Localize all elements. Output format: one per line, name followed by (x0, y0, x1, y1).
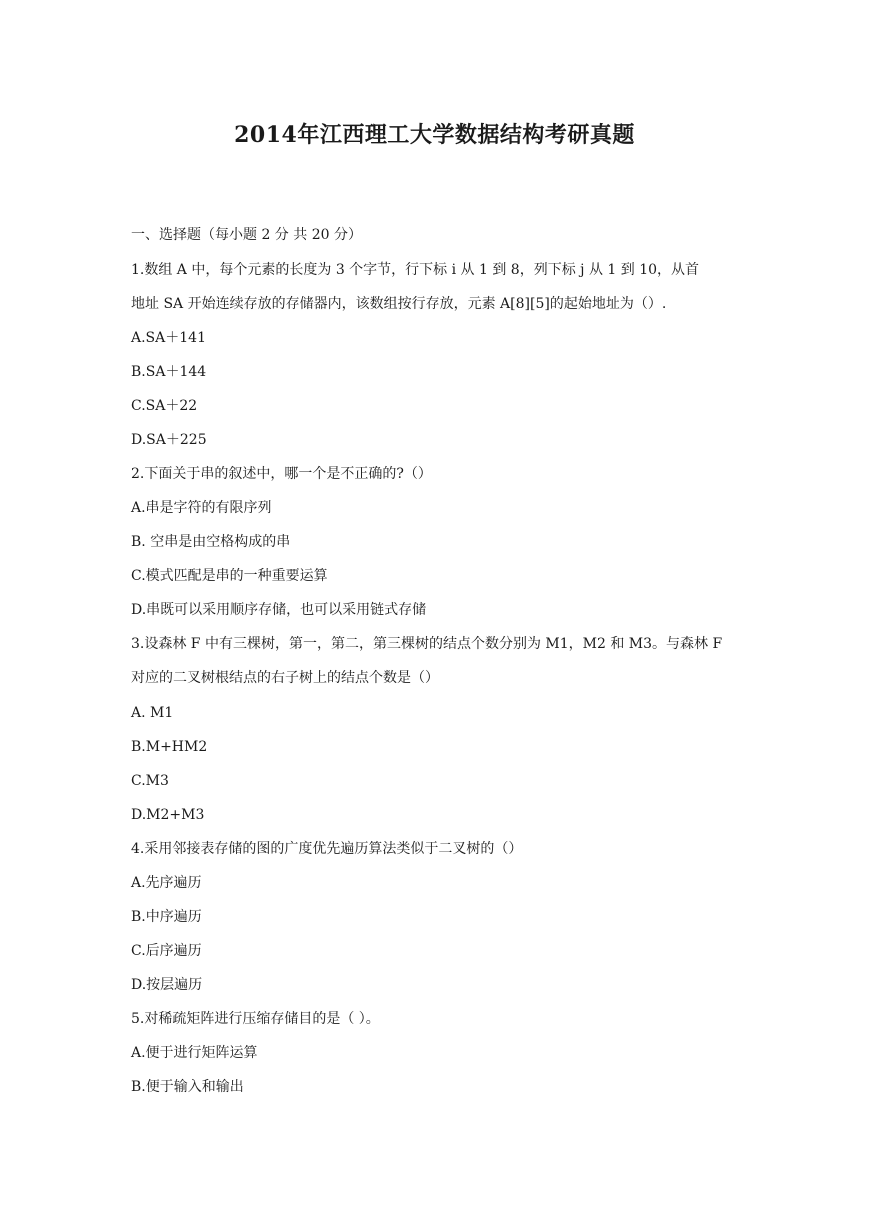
document-title: 2014年江西理工大学数据结构考研真题 (234, 122, 635, 148)
question-1-option-d: D.SA＋225 (131, 432, 207, 448)
question-1-option-c: C.SA＋22 (131, 398, 198, 414)
question-2-option-c: C.模式匹配是串的一种重要运算 (131, 568, 328, 584)
question-2-option-b: B. 空串是由空格构成的串 (131, 534, 291, 550)
question-4-option-a: A.先序遍历 (131, 875, 202, 891)
question-4-stem-line-1: 4.采用邻接表存储的图的广度优先遍历算法类似于二叉树的（） (131, 841, 523, 857)
question-5-option-b: B.便于输入和输出 (131, 1079, 244, 1095)
question-3-option-a: A. M1 (131, 705, 174, 721)
question-4-option-b: B.中序遍历 (131, 909, 202, 925)
question-1-option-b: B.SA＋144 (131, 364, 207, 380)
section-heading: 一、选择题（每小题 2 分 共 20 分） (131, 227, 362, 243)
question-2-option-a: A.串是字符的有限序列 (131, 500, 272, 516)
question-1-option-a: A.SA＋141 (131, 330, 206, 346)
question-4-option-d: D.按层遍历 (131, 977, 203, 993)
question-2-stem-line-1: 2.下面关于串的叙述中，哪一个是不正确的?（） (131, 466, 432, 482)
question-4-option-c: C.后序遍历 (131, 943, 202, 959)
question-3-option-c: C.M3 (131, 773, 169, 789)
question-1-stem-line-2: 地址 SA 开始连续存放的存储器内，该数组按行存放，元素 A[8][5]的起始地址为（）. (131, 296, 667, 312)
question-2-option-d: D.串既可以采用顺序存储，也可以采用链式存储 (131, 602, 427, 618)
question-5-stem-line-1: 5.对稀疏矩阵进行压缩存储目的是（ ）。 (131, 1011, 380, 1027)
question-5-option-a: A.便于进行矩阵运算 (131, 1045, 258, 1061)
question-3-option-d: D.M2+M3 (131, 807, 205, 823)
question-3-option-b: B.M+HM2 (131, 739, 208, 755)
question-3-stem-line-1: 3.设森林 F 中有三棵树，第一，第二，第三棵树的结点个数分别为 M1，M2 和 M3。与森林 F (131, 636, 723, 652)
question-1-stem-line-1: 1.数组 A 中，每个元素的长度为 3 个字节，行下标 i 从 1 到 8，列下标 j 从 1 到 10，从首 (131, 262, 700, 278)
question-3-stem-line-2: 对应的二叉树根结点的右子树上的结点个数是（） (131, 670, 439, 686)
